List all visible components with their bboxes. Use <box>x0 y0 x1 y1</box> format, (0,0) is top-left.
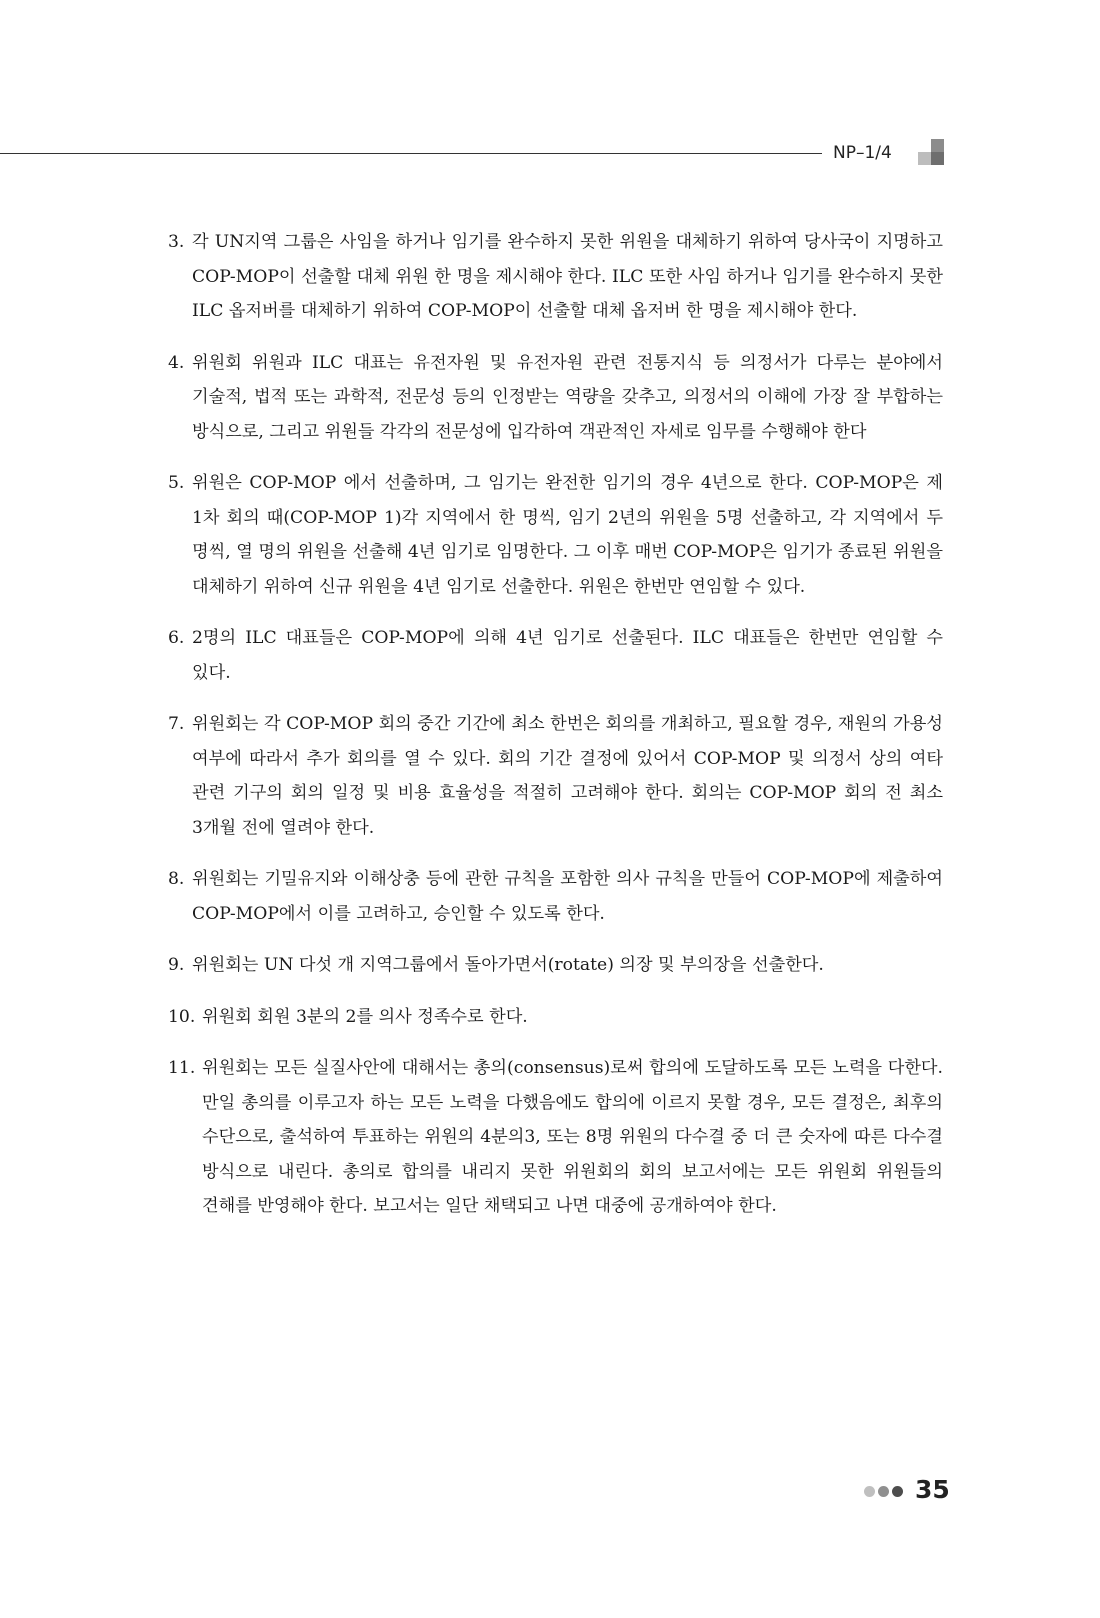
document-code: NP–1/4 <box>833 143 892 163</box>
list-item <box>168 466 943 604</box>
dots-decoration <box>864 1486 908 1498</box>
item-number: 8. <box>168 869 185 889</box>
item-text: 위원회는 모든 실질사안에 대해서는 총의(consensus)로써 합의에 도달하도록 모든 노력을 다한다. 만일 총의를 이루고자 하는 모든 노력을 다했음에도 합의에 이르지 못할 경우, 모든 결정은, 최후의 수단으로, 출석하여 투표하는 위원의 4분의3, 또는 8명 위원의 다수결 중 더 큰 숫자에 따른 다수결 방식으로 내린다. 총의로 합의를 내리지 못한 위원회의 회의 보고서에는 모든 위원회 위원들의 견해를 반영해야 한다. 보고서는 일단 채택되고 나면 대중에 공개하여야 한다. <box>202 1058 943 1216</box>
article-body <box>168 225 943 1241</box>
item-text: 위원회는 기밀유지와 이해상충 등에 관한 규칙을 포함한 의사 규칙을 만들어 COP-MOP에 제출하여 COP-MOP에서 이를 고려하고, 승인할 수 있도록 한다. <box>192 869 943 924</box>
item-text: 위원회 회원 3분의 2를 의사 정족수로 한다. <box>202 1006 528 1027</box>
header-rule <box>0 153 822 154</box>
item-text: 위원은 COP-MOP 에서 선출하며, 그 임기는 완전한 임기의 경우 4년으로 한다. COP-MOP은 제 1차 회의 때(COP-MOP 1)각 지역에서 한 명씩, 임기 2년의 위원을 5명 선출하고, 각 지역에서 두 명씩, 열 명의 위원을 선출해 4년 임기로 임명한다. 그 이후 매번 COP-MOP은 임기가 종료된 위원을 대체하기 위하여 신규 위원을 4년 임기로 선출한다. 위원은 한번만 연임할 수 있다. <box>192 473 943 597</box>
list-item <box>168 346 943 450</box>
page-number: 35 <box>915 1475 950 1504</box>
list-item <box>168 1051 943 1224</box>
item-text: 위원회는 각 COP-MOP 회의 중간 기간에 최소 한번은 회의를 개최하고, 필요할 경우, 재원의 가용성 여부에 따라서 추가 회의를 열 수 있다. 회의 기간 결정에 있어서 COP-MOP 및 의정서 상의 여타 관련 기구의 회의 일정 및 비용 효율성을 적절히 고려해야 한다. 회의는 COP-MOP 회의 전 최소 3개월 전에 열려야 한다. <box>192 714 943 838</box>
item-text: 각 UN지역 그룹은 사임을 하거나 임기를 완수하지 못한 위원을 대체하기 위하여 당사국이 지명하고 COP-MOP이 선출할 대체 위원 한 명을 제시해야 한다. ILC 또한 사임 하거나 임기를 완수하지 못한 ILC 옵저버를 대체하기 위하여 COP-MOP이 선출할 대체 옵저버 한 명을 제시해야 한다. <box>192 232 943 321</box>
list-item <box>168 1000 943 1035</box>
item-number: 11. <box>168 1058 196 1078</box>
item-number: 3. <box>168 232 185 252</box>
item-number: 9. <box>168 955 185 975</box>
list-item <box>168 707 943 845</box>
item-number: 6. <box>168 628 185 648</box>
item-text: 2명의 ILC 대표들은 COP-MOP에 의해 4년 임기로 선출된다. ILC 대표들은 한번만 연임할 수 있다. <box>192 628 943 683</box>
list-item <box>168 225 943 329</box>
item-text: 위원회 위원과 ILC 대표는 유전자원 및 유전자원 관련 전통지식 등 의정서가 다루는 분야에서 기술적, 법적 또는 과학적, 전문성 등의 인정받는 역량을 갖추고, 의정서의 이해에 가장 잘 부합하는 방식으로, 그리고 위원들 각각의 전문성에 입각하여 객관적인 자세로 임무를 수행해야 한다 <box>192 352 943 442</box>
item-number: 4. <box>168 352 185 373</box>
list-item <box>168 948 943 983</box>
item-number: 5. <box>168 473 185 493</box>
list-item <box>168 862 943 931</box>
item-text: 위원회는 UN 다섯 개 지역그룹에서 돌아가면서(rotate) 의장 및 부의장을 선출한다. <box>192 955 824 975</box>
header-squares-decoration <box>918 139 944 165</box>
list-item <box>168 621 943 690</box>
item-number: 10. <box>168 1006 196 1027</box>
item-number: 7. <box>168 714 185 734</box>
